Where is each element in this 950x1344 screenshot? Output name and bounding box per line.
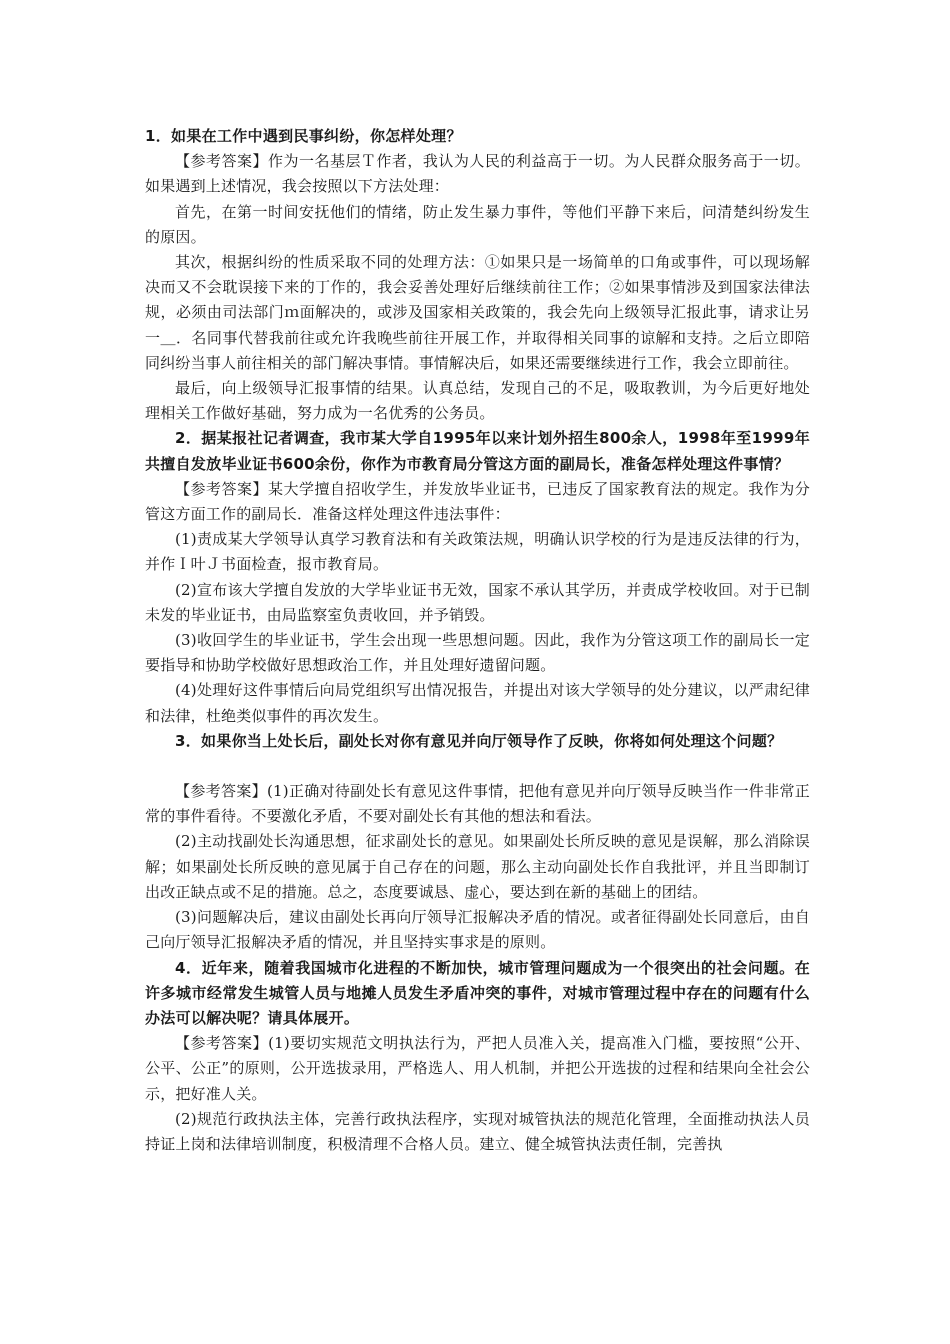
blank-line (145, 754, 810, 779)
question-3: 3．如果你当上处长后，副处长对你有意见并向厅领导作了反映，你将如何处理这个问题？ (175, 731, 783, 750)
answer-paragraph: 【参考答案】(1)正确对待副处长有意见这件事情，把他有意见并向厅领导反映当作一件非常正常的事件看待。不要激化矛盾，不要对副处长有其他的想法和看法。 (145, 782, 810, 826)
answer-paragraph: (2)主动找副处长沟通思想，征求副处长的意见。如果副处长所反映的意见是误解，那么消除误解；如果副处长所反映的意见属于自己存在的问题，那么主动向副处长作自我批评，并且当即制订出改正缺点或不足的措施。总之，态度要诚恳、虚心，要达到在新的基础上的团结。 (145, 832, 810, 901)
answer-paragraph: (3)问题解决后，建议由副处长再向厅领导汇报解决矛盾的情况。或者征得副处长同意后，由自己向厅领导汇报解决矛盾的情况，并且坚持实事求是的原则。 (145, 908, 810, 952)
answer-paragraph: 【参考答案】作为一名基层Ｔ作者，我认为人民的利益高于一切。为人民群众服务高于一切。如果遇到上述情况，我会按照以下方法处理： (145, 152, 810, 196)
document-page (145, 124, 810, 1157)
question-1: 1．如果在工作中遇到民事纠纷，你怎样处理？ (145, 127, 462, 145)
answer-paragraph: (2)宣布该大学擅自发放的大学毕业证书无效，国家不承认其学历，并责成学校收回。对于已制未发的毕业证书，由局监察室负责收回，并予销毁。 (145, 580, 810, 624)
question-4: 4．近年来，随着我国城市化进程的不断加快，城市管理问题成为一个很突出的社会问题。在许多城市经常发生城管人员与地摊人员发生矛盾冲突的事件，对城市管理过程中存在的问题有什么办法可以解决呢？请具体展开。 (145, 958, 810, 1027)
answer-paragraph: 【参考答案】某大学擅自招收学生，并发放毕业证书，已违反了国家教育法的规定。我作为分管这方面工作的副局长．准备这样处理这件违法事件： (145, 479, 810, 524)
answer-paragraph: 【参考答案】(1)要切实规范文明执法行为，严把人员准入关，提高准入门槛，要按照“公开、公平、公正”的原则，公开选拔录用，严格选人、用人机制，并把公开选拔的过程和结果向全社会公示，把好准人关。 (145, 1034, 810, 1103)
answer-paragraph: 首先，在第一时间安抚他们的情绪，防止发生暴力事件，等他们平静下来后，问清楚纠纷发生的原因。 (145, 202, 810, 246)
answer-paragraph: (2)规范行政执法主体，完善行政执法程序，实现对城管执法的规范化管理，全面推动执法人员持证上岗和法律培训制度，积极清理不合格人员。建立、健全城管执法责任制，完善执 (145, 1109, 810, 1153)
answer-paragraph: 其次，根据纠纷的性质采取不同的处理方法：①如果只是一场简单的口角或事件，可以现场解决而又不会耽误接下来的丁作的，我会妥善处理好后继续前往工作；②如果事情涉及到国家法律法规，必须由司法部门ｍ面解决的，或涉及国家相关政策的，我会先向上级领导汇报此事，请求让另一＿．名同事代替我前往或允许我晚些前往开展工作，并取得相关同事的谅解和支持。之后立即陪同纠纷当事人前往相关的部门解决事情。事情解决后，如果还需要继续进行工作，我会立即前往。 (145, 253, 810, 372)
answer-paragraph: (3)收回学生的毕业证书，学生会出现一些思想问题。因此，我作为分管这项工作的副局长一定要指导和协助学校做好思想政治工作，并且处理好遗留问题。 (145, 631, 810, 675)
answer-paragraph: (1)责成某大学领导认真学习教育法和有关政策法规，明确认识学校的行为是违反法律的行为，并作Ｉ叶Ｊ书面检查，报市教育局。 (145, 530, 810, 574)
answer-paragraph: (4)处理好这件事情后向局党组织写出情况报告，并提出对该大学领导的处分建议，以严肃纪律和法律，杜绝类似事件的再次发生。 (145, 681, 810, 725)
answer-paragraph: 最后，向上级领导汇报事情的结果。认真总结，发现自己的不足，吸取教训，为今后更好地处理相关工作做好基础，努力成为一名优秀的公务员。 (145, 379, 810, 423)
question-2: 2．据某报社记者调查，我市某大学自1995年以来计划外招生800余人，1998年至1999年共擅自发放毕业证书600余份，你作为市教育局分管这方面的副局长，准备怎样处理这件事情？ (145, 429, 810, 473)
